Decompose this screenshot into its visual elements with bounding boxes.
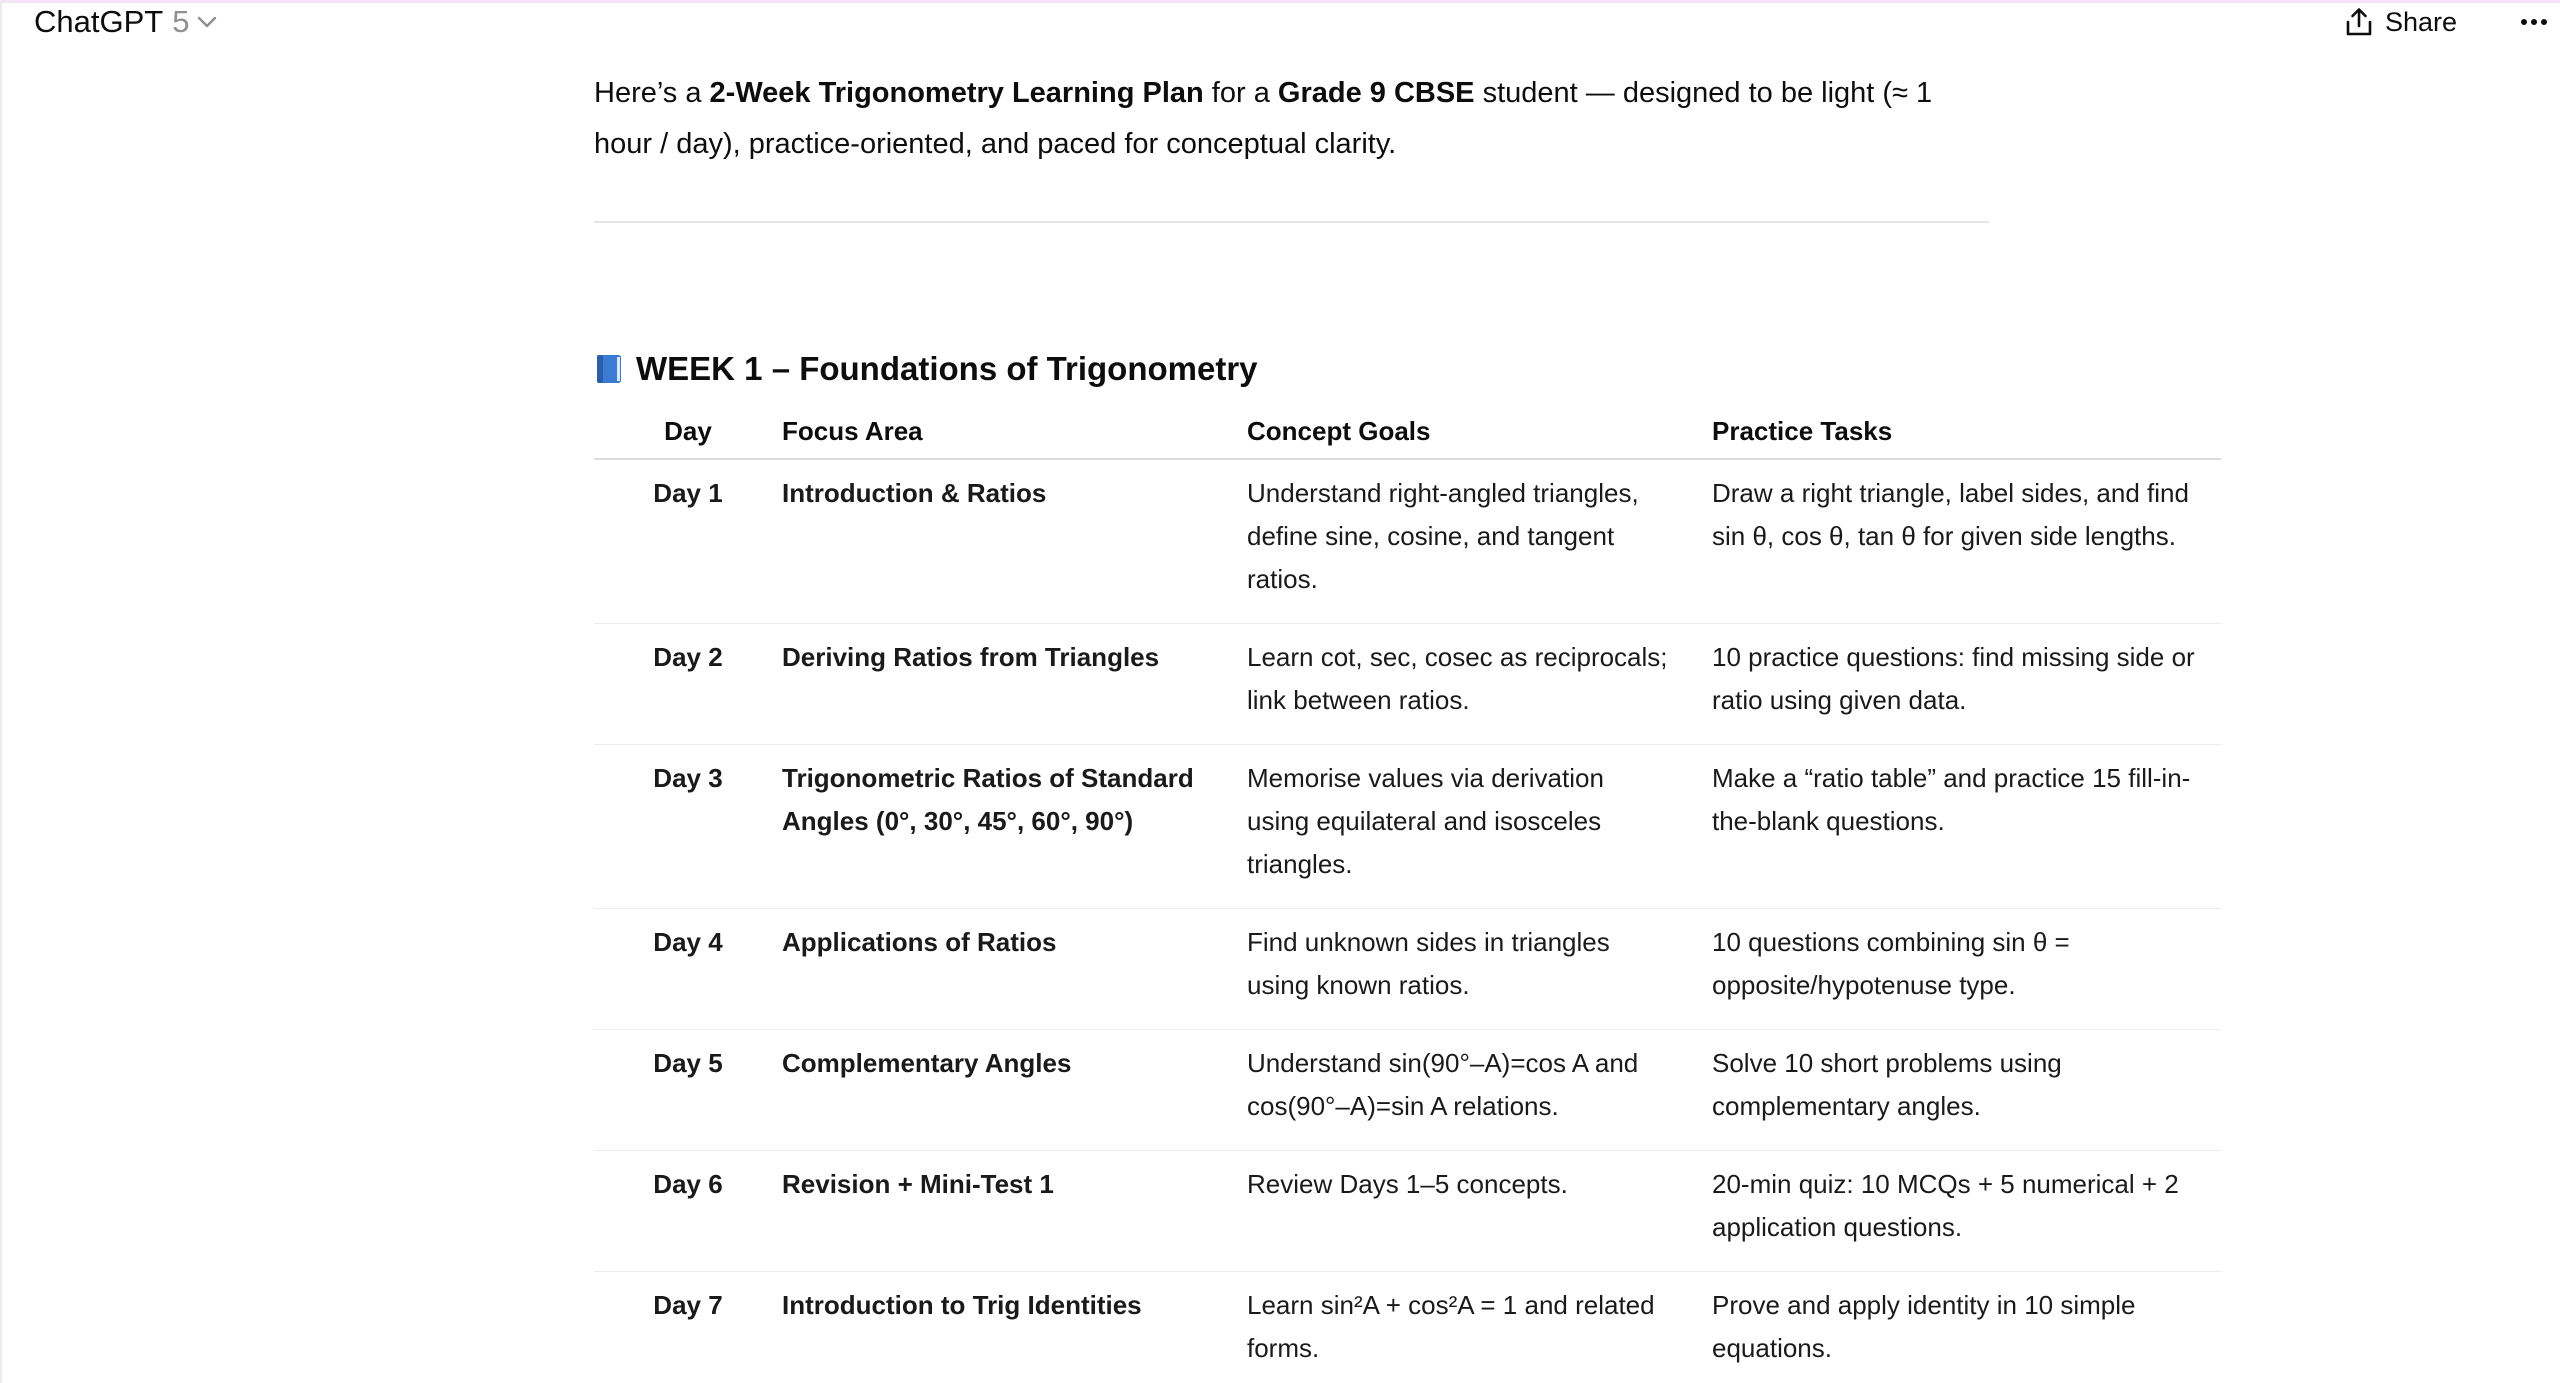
tasks-cell: 10 questions combining sin θ = opposite/hypotenuse type. [1712,909,2221,1030]
model-version: 5 [172,4,190,39]
column-header-tasks: Practice Tasks [1712,404,2221,459]
table-row [594,1030,2221,1151]
day-cell: Day 4 [594,909,782,1030]
model-switcher[interactable] [34,2,217,42]
week-1-heading [594,344,1258,394]
focus-cell: Applications of Ratios [782,909,1247,1030]
day-cell: Day 6 [594,1151,782,1272]
day-cell: Day 7 [653,1290,723,1320]
blue-book-icon [594,353,624,385]
table-row [594,1272,2221,1383]
intro-paragraph [594,68,1994,170]
tasks-cell: Draw a right triangle, label sides, and find sin θ, cos θ, tan θ for given side lengths. [1712,459,2221,624]
day-cell: Day 2 [594,624,782,745]
table-row [594,745,2221,909]
model-name: ChatGPT [34,4,164,39]
top-bar [0,0,2560,44]
more-horizontal-icon [2520,18,2548,26]
goals-cell: Find unknown sides in triangles using known ratios. [1247,909,1712,1030]
table-header-row [594,404,2221,459]
assistant-message [594,68,2234,1363]
intro-text: student — designed to be light (≈ 1 hour / day), practice-oriented, and paced for conceptual clarity. [594,77,1933,160]
horizontal-divider [594,221,1989,223]
week-1-table [594,404,2221,1383]
column-header-goals: Concept Goals [1247,404,1712,459]
table-row [594,459,2221,624]
table-row [594,1151,2221,1272]
share-button[interactable] [2345,2,2457,42]
goals-cell: Understand right-angled triangles, define sine, cosine, and tangent ratios. [1247,459,1712,624]
goals-cell: Learn sin²A + cos²A = 1 and related forms. [1247,1290,1655,1363]
focus-cell: Introduction & Ratios [782,459,1247,624]
tasks-cell: 10 practice questions: find missing side or ratio using given data. [1712,624,2221,745]
share-label: Share [2385,6,2458,37]
table-row [594,909,2221,1030]
more-options-button[interactable] [2516,4,2552,40]
tasks-cell: 20-min quiz: 10 MCQs + 5 numerical + 2 application questions. [1712,1151,2221,1272]
share-icon [2345,7,2373,37]
goals-cell: Understand sin(90°–A)=cos A and cos(90°–A)=sin A relations. [1247,1030,1712,1151]
goals-cell: Review Days 1–5 concepts. [1247,1151,1712,1272]
tasks-cell: Make a “ratio table” and practice 15 fill-in-the-blank questions. [1712,745,2221,909]
focus-cell: Deriving Ratios from Triangles [782,624,1247,745]
focus-cell: Complementary Angles [782,1030,1247,1151]
intro-text: for a [1203,77,1278,109]
goals-cell: Learn cot, sec, cosec as reciprocals; link between ratios. [1247,624,1712,745]
focus-cell: Introduction to Trig Identities [782,1290,1142,1320]
focus-cell: Revision + Mini-Test 1 [782,1151,1247,1272]
tasks-cell: Solve 10 short problems using complementary angles. [1712,1030,2221,1151]
intro-text: Here’s a [594,77,710,109]
column-header-day: Day [594,404,782,459]
intro-bold-plan: 2-Week Trigonometry Learning Plan [709,77,1204,109]
sidebar-edge [0,0,2,1383]
table-row [594,624,2221,745]
chevron-down-icon [197,16,217,28]
day-cell: Day 3 [594,745,782,909]
intro-bold-grade: Grade 9 CBSE [1277,77,1475,109]
column-header-focus: Focus Area [782,404,1247,459]
tasks-cell: Prove and apply identity in 10 simple equations. [1712,1290,2136,1363]
focus-cell: Trigonometric Ratios of Standard Angles (0°, 30°, 45°, 60°, 90°) [782,745,1247,909]
day-cell: Day 1 [594,459,782,624]
goals-cell: Memorise values via derivation using equilateral and isosceles triangles. [1247,745,1712,909]
day-cell: Day 5 [594,1030,782,1151]
week-1-title: WEEK 1 – Foundations of Trigonometry [636,350,1258,387]
